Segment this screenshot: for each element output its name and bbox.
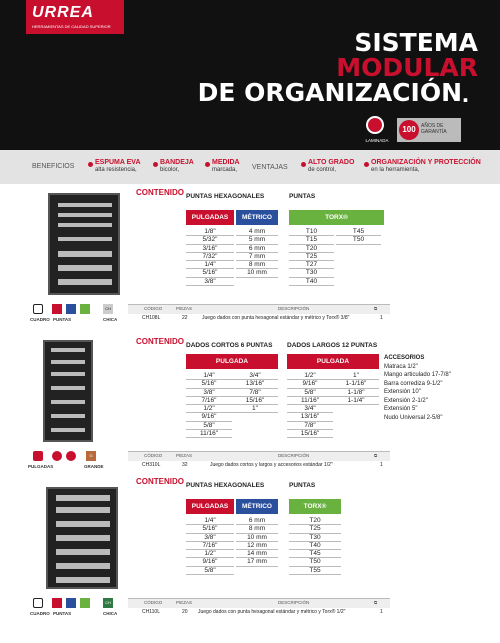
size-column: 1/4" 5/16" 3/8" 7/16" 1/2" 9/16" 5/8" <box>186 517 234 575</box>
table-row: CH310L 32 Juego dados cortos y largos y accesorios estándar 1/2" 1 <box>142 462 383 468</box>
torx-icon <box>80 598 90 608</box>
column-header: PULGADA <box>287 354 379 369</box>
size-tag: G <box>86 451 96 461</box>
size-column: T45 T50 <box>336 228 381 245</box>
red-icon <box>52 598 62 608</box>
content-heading: CONTENIDO <box>136 477 184 486</box>
group-title: DADOS LARGOS 12 PUNTAS <box>287 342 378 349</box>
socket-icon <box>52 451 62 461</box>
bullet-icon <box>205 162 210 167</box>
benefits-bar: BENEFICIOS ESPUMA EVA alta resistencia, BANDEJA bicolor, MEDIDA marcada, VENTAJAS ALTO GRADO de control, ORGANIZACIÓN Y PROTECCIÓN en la herramienta, <box>0 150 500 184</box>
square-drive-icon <box>33 304 43 314</box>
size-tag: CH <box>103 598 113 608</box>
red-icon <box>52 304 62 314</box>
blue-icon <box>66 304 76 314</box>
product-table: CÓDIGO PIEZAS DESCRIPCIÓN ⧉ CH310L 32 Juego dados cortos y largos y accesorios estándar 1/2" 1 <box>128 451 390 471</box>
column-header: TORX® <box>289 499 341 514</box>
title-line-2: MODULAR <box>336 53 478 82</box>
warranty-badge: 100 AÑOS DE GARANTÍA <box>397 118 461 142</box>
size-column: 4 mm 5 mm 6 mm 7 mm 8 mm 10 mm <box>236 228 278 278</box>
size-tag: CH <box>103 304 113 314</box>
laminada-icon <box>366 116 384 134</box>
size-column: 1/8" 5/32" 3/16" 7/32" 1/4" 5/16" 3/8" <box>186 228 234 286</box>
column-header: TORX® <box>289 210 384 225</box>
tray-image-ch108l <box>48 193 120 295</box>
group-title: PUNTAS HEXAGONALES <box>186 193 265 200</box>
tray-image-ch310l <box>43 340 93 442</box>
product-table: CÓDIGO PIEZAS DESCRIPCIÓN ⧉ CH110L 20 Juego dados con punta hexagonal estándar y métrico y Torx® 1/2" 1 <box>128 598 390 618</box>
laminada-badge: LAMINADA <box>360 116 390 146</box>
table-row: CH108L 22 Juego dados con punta hexagonal estándar y métrico y Torx® 3/8" 1 <box>142 315 383 321</box>
accessories-list: ACCESORIOS Matraca 1/2" Mango articulado 17-7/8" Barra corrediza 9-1/2" Extensión 10" Extensión 2-1/2" Extensión 5" Nudo Universal 2-5/8" <box>384 355 451 421</box>
size-column: T20 T25 T30 T40 T45 T50 T55 <box>289 517 341 575</box>
size-column: 3/4" 13/16" 7/8" 15/16" 1" <box>232 372 278 413</box>
group-title: PUNTAS <box>289 482 316 489</box>
expand-icon: ⧉ <box>374 453 378 458</box>
bullet-icon <box>88 162 93 167</box>
group-title: DADOS CORTOS 6 PUNTAS <box>186 342 273 349</box>
socket-icon <box>66 451 76 461</box>
title-line-1: SISTEMA <box>354 28 478 57</box>
group-title: PUNTAS <box>289 193 316 200</box>
group-title: PUNTAS HEXAGONALES <box>186 482 265 489</box>
size-column: 6 mm 8 mm 10 mm 12 mm 14 mm 17 mm <box>236 517 278 567</box>
header-banner <box>0 0 500 150</box>
column-header: PULGADA <box>186 354 278 369</box>
catalog-page: URREA HERRAMIENTAS DE CALIDAD SUPERIOR SISTEMA MODULAR DE ORGANIZACIÓN . LAMINADA 100 AÑOS DE GARANTÍA BENEFICIOS ESPUMA EVA alta resistencia, BANDEJA bicolor, MEDIDA marcada, VENTAJAS ALTO GRADO de control, ORGANIZACIÓN Y PROTECCIÓN en la herramienta, CONTENIDO PUNTAS HEXAGONALES PUNTAS PULGADAS MÉTRICO TORX® 1/8" 5/32" 3/16" 7/32" 1/4" 5/16" 3/8" 4 mm 5 mm 6 mm 7 mm 8 mm 10 mm T10 T15 T20 T25 T27 T30 T40 T45 T50 CH CUADRO PUNTAS CHICA CÓDIGO PIEZAS DESCRIPCIÓN ⧉ CH108L 22 Juego dados con punta hexagonal estándar y métrico y Torx® 3/8" 1 CONTENIDO DADOS CORTOS 6 PUNTAS DADOS LARGOS 12 PUNTAS PULGADA PULGADA 1/4" 5/16" 3/8" 7/16" 1/2" 9/16" 5/8" 11/16" 3/4" 13/16" 7/8" 15/16" 1" 1/2" 9/16" 5/8" 11/16" 3/4" 13/16" 7/8" 15/16" 1" 1-1/16" 1-1/8" 1-1/4" ACCESORIOS Matraca 1/2" Mango articulado 17-7/8" Barra corrediza 9-1/2" Extensión 10" Extensión 2-1/2" Extensión 5" Nudo Universal 2-5/8" G PULGADAS GRANDE CÓDIGO PIEZAS DESCRIPCIÓN ⧉ CH310L 32 Juego dados cortos y largos y accesorios estándar 1/2" 1 CONTENIDO PUNTAS HEXAGONALES PUNTAS PULGADAS MÉTRICO TORX® 1/4" 5/16" 3/8" 7/16" 1/2" 9/16" 5/8" 6 mm 8 mm 10 mm 12 mm 14 mm 17 mm T20 T25 T30 T40 T45 T50 T55 CH CUADRO PUNTAS CHICA CÓDIGO PIEZAS DESCRIPCIÓN ⧉ CH110L 20 Juego dados con punta hexagonal estándar y métrico y Torx® 1/2" 1 <box>0 0 500 643</box>
table-row: CH110L 20 Juego dados con punta hexagonal estándar y métrico y Torx® 1/2" 1 <box>142 609 383 615</box>
title-line-3: DE ORGANIZACIÓN <box>197 78 462 107</box>
expand-icon: ⧉ <box>374 600 378 605</box>
column-header: PULGADAS <box>186 499 234 514</box>
urrea-logo: URREA HERRAMIENTAS DE CALIDAD SUPERIOR <box>26 0 124 34</box>
title-dot: . <box>462 80 469 108</box>
column-header: PULGADAS <box>186 210 234 225</box>
size-column: 1/4" 5/16" 3/8" 7/16" 1/2" 9/16" 5/8" 11/16" <box>186 372 232 438</box>
bullet-icon <box>364 162 369 167</box>
size-column: T10 T15 T20 T25 T27 T30 T40 <box>289 228 334 286</box>
torx-icon <box>80 304 90 314</box>
bullet-icon <box>153 162 158 167</box>
tray-image-ch110l <box>46 487 118 589</box>
content-heading: CONTENIDO <box>136 337 184 346</box>
inch-icon <box>33 451 43 461</box>
column-header: MÉTRICO <box>236 499 278 514</box>
content-heading: CONTENIDO <box>136 188 184 197</box>
column-header: MÉTRICO <box>236 210 278 225</box>
expand-icon: ⧉ <box>374 306 378 311</box>
product-table: CÓDIGO PIEZAS DESCRIPCIÓN ⧉ CH108L 22 Juego dados con punta hexagonal estándar y métrico y Torx® 3/8" 1 <box>128 304 390 324</box>
blue-icon <box>66 598 76 608</box>
size-column: 1/2" 9/16" 5/8" 11/16" 3/4" 13/16" 7/8" 15/16" <box>287 372 333 438</box>
square-drive-icon <box>33 598 43 608</box>
size-column: 1" 1-1/16" 1-1/8" 1-1/4" <box>333 372 379 405</box>
bullet-icon <box>301 162 306 167</box>
